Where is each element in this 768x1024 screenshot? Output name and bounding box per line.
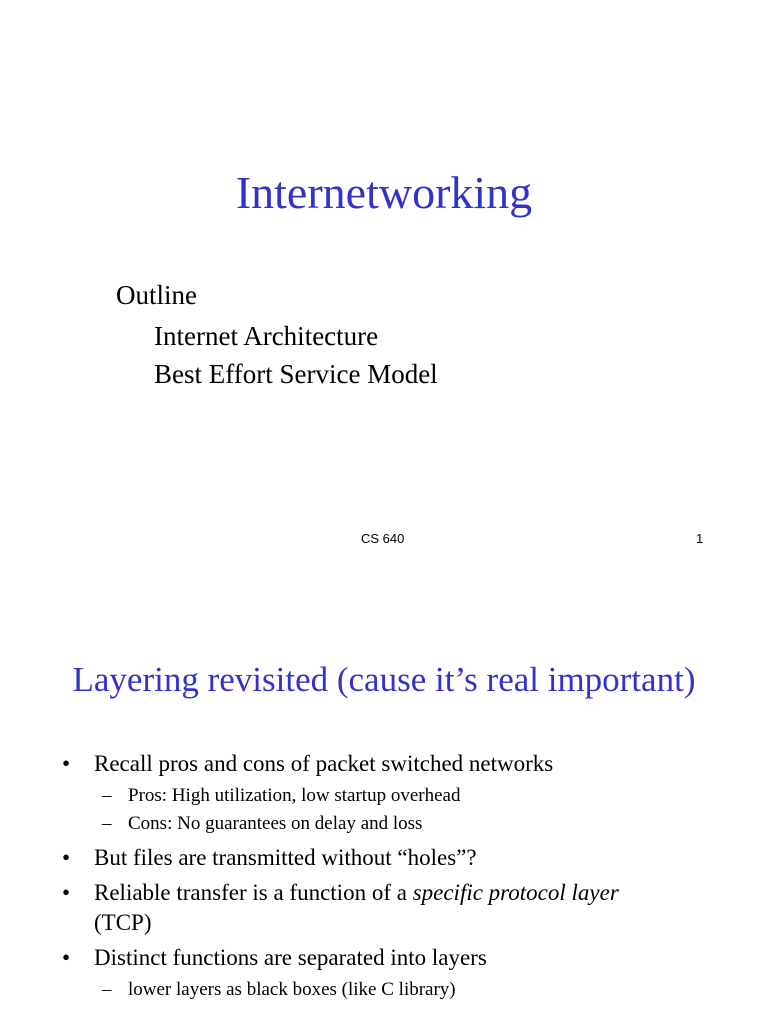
bullet-item <box>60 878 750 938</box>
sub-bullet-item <box>60 976 750 1004</box>
bullet-item <box>60 749 750 779</box>
bullet-item <box>60 843 750 873</box>
outline-heading: Outline <box>116 280 197 310</box>
bullet-text-start: Reliable transfer is a function of a <box>94 880 413 905</box>
sub-bullet-item <box>60 782 750 810</box>
sub-bullet-marker: – <box>102 785 112 806</box>
slide-2 <box>0 576 768 1024</box>
bullet-list <box>60 749 750 1009</box>
outline-item: Best Effort Service Model <box>154 359 438 389</box>
bullet-text: Recall pros and cons of packet switched networks <box>94 751 554 776</box>
footer-course-label: CS 640 <box>361 531 405 546</box>
sub-bullet-item <box>60 810 750 838</box>
footer-page-number: 1 <box>696 531 704 546</box>
bullet-marker: • <box>62 945 71 970</box>
bullet-marker: • <box>62 845 71 870</box>
bullet-marker: • <box>62 751 71 776</box>
sub-bullet-marker: – <box>102 979 112 1000</box>
sub-bullet-text: Cons: No guarantees on delay and loss <box>128 813 423 834</box>
sub-bullet-group <box>60 782 750 838</box>
bullet-text-end: (TCP) <box>94 910 152 935</box>
bullet-text-emphasis: specific protocol layer <box>412 880 619 905</box>
sub-bullet-marker: – <box>102 813 112 834</box>
slide-1-title: Internetworking <box>235 167 533 218</box>
slide-2-title: Layering revisited (cause it’s real important) <box>72 660 696 699</box>
sub-bullet-text: lower layers as black boxes (like C library) <box>128 979 456 1000</box>
bullet-item <box>60 943 750 973</box>
outline-item: Internet Architecture <box>154 321 379 351</box>
sub-bullet-group <box>60 976 750 1004</box>
bullet-text: Distinct functions are separated into layers <box>94 945 487 970</box>
bullet-text: But files are transmitted without “holes”? <box>94 845 477 870</box>
sub-bullet-text: Pros: High utilization, low startup overhead <box>128 785 461 806</box>
bullet-marker: • <box>62 880 71 905</box>
outline-list <box>154 317 438 393</box>
